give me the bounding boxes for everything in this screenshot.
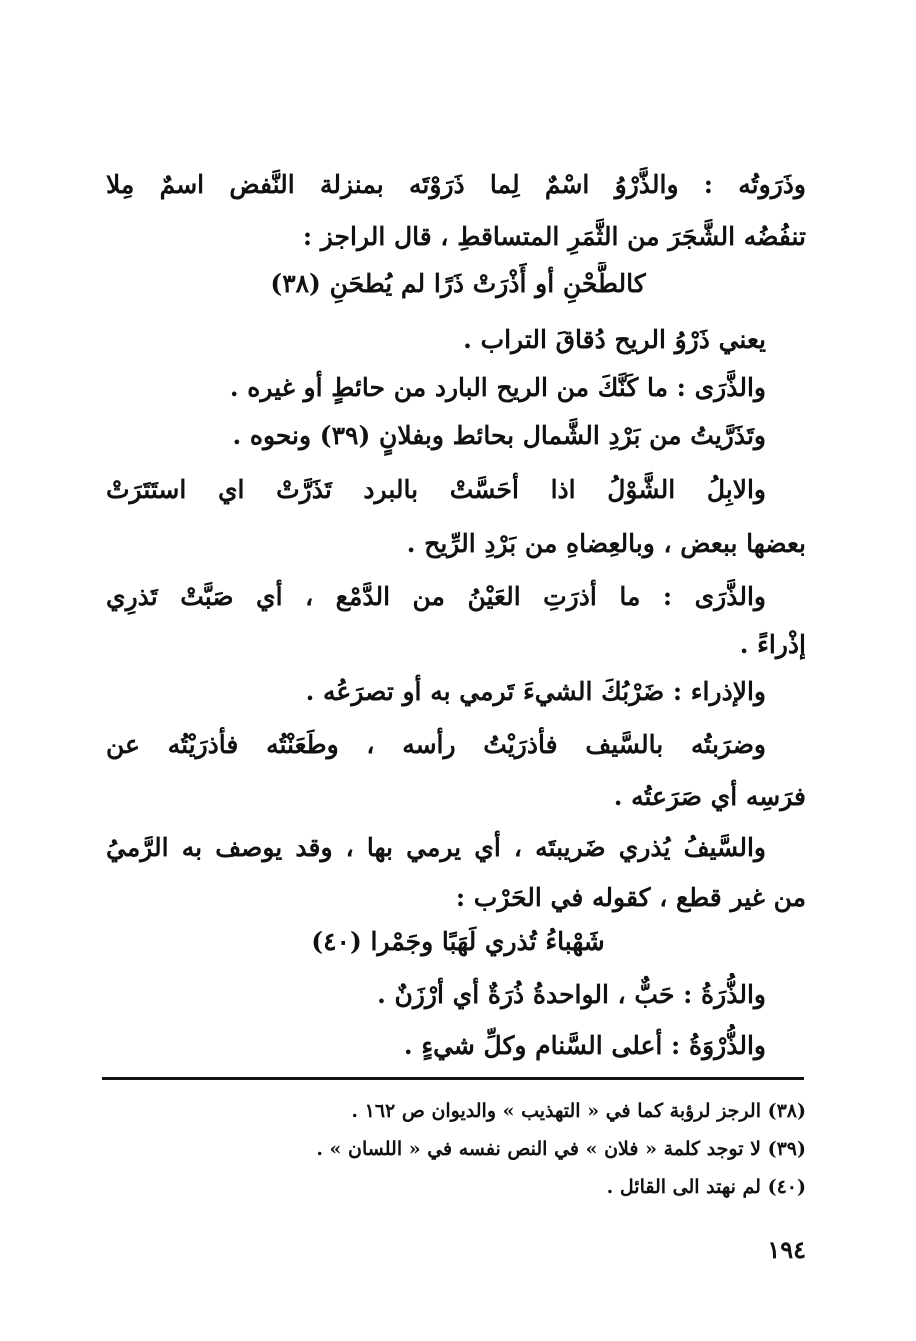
footnote-38: (٣٨) الرجز لرؤبة كما في « التهذيب » والديوان ص ١٦٢ .	[351, 1100, 806, 1122]
text-line-10: والإذراء : ضَرْبُكَ الشيءَ تَرمي به أو تصرَعُه .	[305, 677, 766, 706]
footnote-divider	[102, 1077, 804, 1080]
text-line-7: بعضها ببعض ، وبالعِضاهِ من بَرْدِ الرِّيح .	[406, 529, 806, 558]
text-line-5: وتَذَرَّيتُ من بَرْدِ الشَّمال بحائط وبفلانٍ (٣٩) ونحوه .	[232, 421, 766, 450]
text-line-9: إذْراءً .	[739, 630, 806, 659]
text-line-1: وذَرَوتُه : والذَّرْوُ اسْمٌ لِما ذَرَوْتَه بمنزلة النَّفض اسمٌ مِلا	[106, 170, 806, 199]
footnote-39: (٣٩) لا توجد كلمة « فلان » في النص نفسه في « اللسان » .	[316, 1138, 806, 1160]
page-number: ١٩٤	[767, 1235, 806, 1264]
text-line-14: من غير قطع ، كقوله في الحَرْب :	[455, 883, 806, 912]
text-line-12: فرَسِه أي صَرَعتُه .	[613, 782, 806, 811]
text-line-15: والذُّرَةُ : حَبٌّ ، الواحدةُ ذُرَةٌ أي أرْزَنٌ .	[377, 980, 766, 1009]
text-line-4: والذَّرَى : ما كَنَّكَ من الريح البارد من حائطٍ أو غيره .	[229, 373, 766, 402]
footnote-40: (٤٠) لم نهتد الى القائل .	[606, 1176, 806, 1198]
text-line-16: والذُّرْوَةُ : أعلى السَّنام وكلِّ شيءٍ .	[403, 1031, 766, 1060]
verse-line-1: كالطَّحْنِ أو أَذْرَتْ ذَرًا لم يُطحَنِ (٣٨)	[270, 269, 646, 298]
text-line-13: والسَّيفُ يُذري ضَريبتَه ، أي يرمي بها ، وقد يوصف به الرَّميُ	[106, 833, 766, 862]
text-line-8: والذَّرَى : ما أذرَتِ العَيْنُ من الدَّمْع ، أي صَبَّتْ تَذرِي	[106, 582, 766, 611]
text-line-3: يعني ذَرْوُ الريح دُقاقَ التراب .	[463, 325, 766, 354]
verse-line-2: شَهْباءُ تُذري لَهَبًا وجَمْرا (٤٠)	[311, 927, 605, 956]
text-line-11: وضرَبتُه بالسَّيف فأذرَيْتُ رأسه ، وطَعَنْتُه فأذرَيْتُه عن	[106, 730, 766, 759]
text-line-6: والابِلُ الشَّوْلُ اذا أحَسَّتْ بالبرد تَذَرَّتْ اي استَتَرَتْ	[106, 475, 766, 504]
text-line-2: تنفُضُه الشَّجَرَ من الثَّمَرِ المتساقطِ ، قال الراجز :	[302, 222, 806, 251]
